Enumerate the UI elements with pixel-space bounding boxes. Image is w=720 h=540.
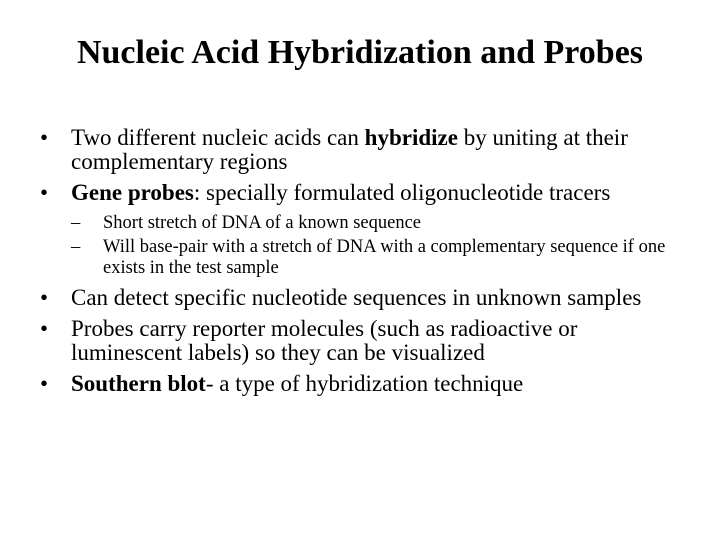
bullet-text-pre: Two different nucleic acids can — [71, 125, 365, 150]
bullet-text-bold: hybridize — [364, 125, 458, 150]
bullet-list — [38, 126, 688, 403]
dash-marker: – — [71, 237, 81, 257]
bullet-text-bold: Gene probes — [71, 180, 194, 205]
bullet-item-southern-blot — [38, 372, 688, 396]
bullet-item-detect — [38, 286, 688, 310]
sub-bullet-item — [71, 237, 688, 279]
bullet-text-post: : specially formulated oligonucleotide tracers — [193, 180, 611, 205]
bullet-item-reporter — [38, 317, 688, 365]
sub-bullet-item — [71, 213, 688, 234]
slide-title: Nucleic Acid Hybridization and Probes — [76, 34, 644, 71]
bullet-item-hybridize — [38, 126, 688, 174]
bullet-item-gene-probes — [38, 181, 688, 279]
bullet-marker: • — [40, 285, 49, 310]
sub-bullet-list — [71, 213, 688, 279]
bullet-text-pre: Can detect specific nucleotide sequences in unknown samples — [71, 285, 642, 310]
sub-bullet-text: Will base-pair with a stretch of DNA with a complementary sequence if one exists in the test sample — [103, 237, 666, 278]
dash-marker: – — [71, 213, 81, 233]
bullet-marker: • — [40, 180, 49, 205]
bullet-text-bold: Southern blot — [71, 371, 206, 396]
bullet-marker: • — [40, 371, 49, 396]
bullet-text-pre: Probes carry reporter molecules (such as radioactive or luminescent labels) so they can be visualized — [71, 316, 578, 365]
bullet-marker: • — [40, 125, 49, 150]
bullet-marker: • — [40, 316, 49, 341]
bullet-text-post: by uniting at their complementary regions — [71, 125, 628, 174]
sub-bullet-text: Short stretch of DNA of a known sequence — [103, 213, 422, 233]
bullet-text-post: - a type of hybridization technique — [205, 371, 524, 396]
